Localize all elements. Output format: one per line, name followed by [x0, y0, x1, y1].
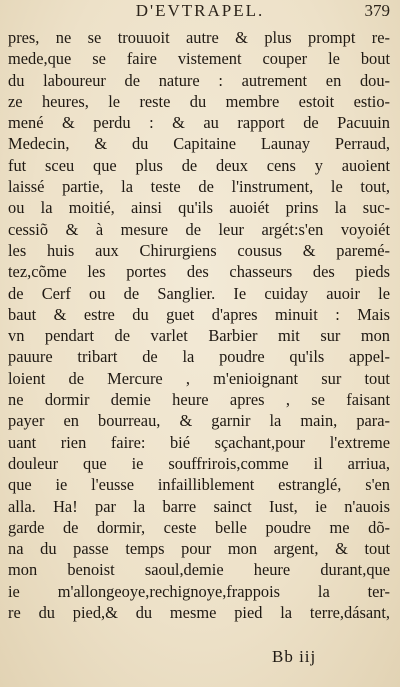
text-line: loient de Mercure , m'enioignant sur tout	[8, 368, 390, 388]
text-line: baut & estre du guet d'apres minuit : Mais	[8, 304, 390, 324]
text-line: mon benoist saoul,demie heure durant,que	[8, 560, 390, 580]
text-line: payer en bourreau, & garnir la main, para-	[8, 411, 390, 431]
text-line: que ie l'eusse infailliblement estranglé, s'en	[8, 475, 390, 495]
text-line: uant rien faire: bié sçachant,pour l'extreme	[8, 432, 390, 452]
signature-mark: Bb iij	[272, 647, 317, 666]
running-head: D'EVTRAPEL.	[135, 1, 265, 20]
text-line: alla. Ha! par la barre sainct Iust, ie n'auois	[8, 496, 390, 516]
text-line: de Cerf ou de Sanglier. Ie cuiday auoir le	[8, 283, 390, 303]
text-line: ou la moitié, ainsi qu'ils auoiét prins la suc-	[8, 198, 390, 218]
text-line: re du pied,& du mesme pied la terre,dásant,	[8, 603, 390, 623]
text-line: mené & perdu : & au rapport de Pacuuin	[8, 113, 390, 133]
text-line: douleur que ie souffrirois,comme il arriua,	[8, 453, 390, 473]
text-line: du laboureur de nature : autrement en dou-	[8, 70, 390, 90]
text-line: ze heures, le reste du membre estoit estio-	[8, 91, 390, 111]
text-line: cessiõ & à mesure de leur argét:s'en voyoiét	[8, 219, 390, 239]
text-line: Medecin, & du Capitaine Launay Perraud,	[8, 134, 390, 154]
text-line: na du passe temps pour mon argent, & tout	[8, 539, 390, 559]
text-line: les huis aux Chirurgiens cousus & paremé-	[8, 240, 390, 260]
page-number: 379	[364, 1, 390, 20]
text-line: tez,cõme les portes des chasseurs des pieds	[8, 262, 390, 282]
text-line: mede,que se faire vistement couper le bout	[8, 49, 390, 69]
text-line: fut sceu que plus de deux cens y auoient	[8, 155, 390, 175]
text-line: vn pendart de varlet Barbier mit sur mon	[8, 326, 390, 346]
text-line: pres, ne se trouuoit autre & plus prompt re-	[8, 28, 390, 47]
text-line: ie m'allongeoye,rechignoye,frappois la ter-	[8, 581, 390, 601]
text-line: ne dormir demie heure apres , se faisant	[8, 390, 390, 410]
page-header	[0, 0, 400, 26]
body-text	[8, 27, 390, 623]
text-line: laissé partie, la teste de l'instrument, le tout,	[8, 177, 390, 197]
text-line: pauure tribart de la poudre qu'ils appel-	[8, 347, 390, 367]
text-line: garde de dormir, ceste belle poudre me dõ-	[8, 517, 390, 537]
